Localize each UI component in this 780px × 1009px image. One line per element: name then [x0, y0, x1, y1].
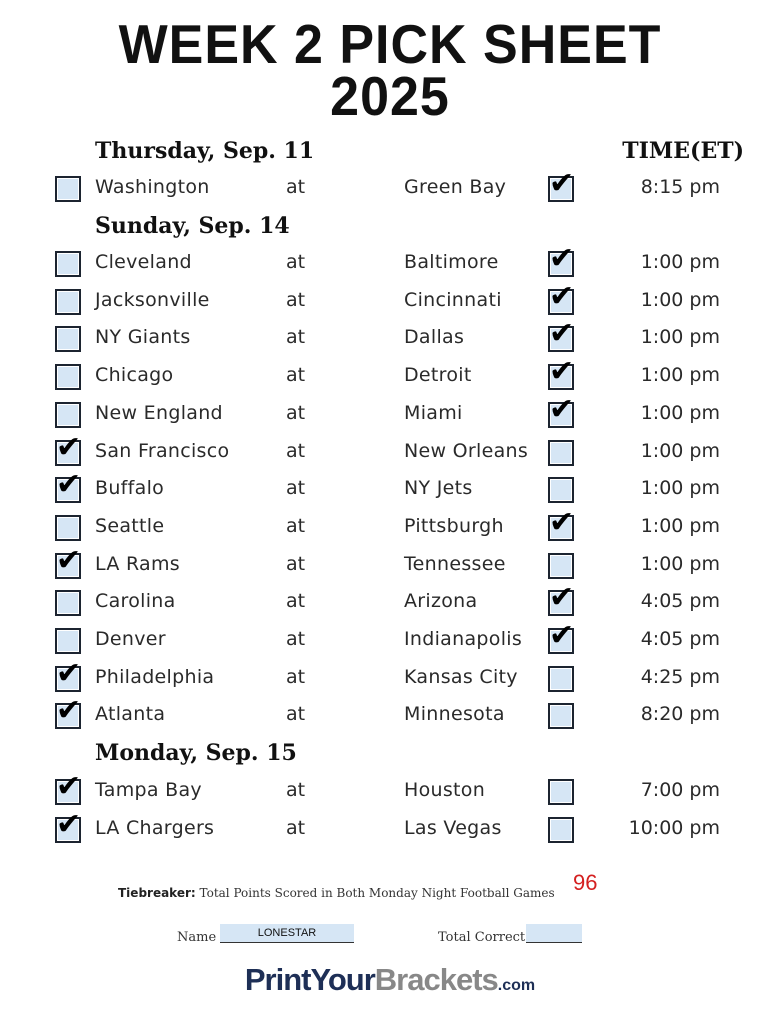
home-pick-checkbox[interactable] [548, 316, 575, 352]
at-label: at [286, 477, 306, 500]
home-team: Indianapolis [404, 628, 523, 650]
game-time: 4:05 pm [640, 590, 720, 613]
home-pick-checkbox[interactable] [548, 391, 575, 428]
game-time: 1:00 pm [640, 326, 720, 349]
away-pick-checkbox[interactable] [55, 515, 81, 541]
total-correct-label: Total Correct [438, 930, 526, 945]
home-team: Dallas [404, 326, 465, 349]
game-row [0, 542, 780, 586]
away-team: New England [95, 401, 223, 424]
away-pick-checkbox[interactable] [55, 176, 81, 202]
away-team: Philadelphia [95, 665, 215, 688]
checkmark-icon: ✔ [549, 316, 575, 352]
game-time: 1:00 pm [640, 439, 720, 462]
game-row [0, 316, 780, 359]
game-row [0, 467, 780, 510]
game-row [0, 693, 780, 736]
checkmark-icon: ✔ [56, 542, 82, 578]
game-row [0, 580, 780, 623]
away-pick-checkbox[interactable] [55, 693, 82, 729]
day-header: Monday, Sep. 15 [95, 740, 297, 766]
at-label: at [286, 364, 306, 387]
game-time: 4:25 pm [640, 665, 720, 688]
away-pick-checkbox[interactable] [55, 628, 81, 654]
home-team: Pittsburgh [404, 514, 504, 537]
logo-part-print: PrintYour [244, 962, 375, 997]
at-label: at [286, 326, 306, 349]
at-label: at [286, 816, 306, 839]
home-pick-checkbox[interactable] [548, 440, 574, 466]
game-row [0, 278, 780, 322]
home-team: NY Jets [404, 477, 473, 500]
checkmark-icon: ✔ [56, 655, 82, 691]
tiebreaker-label [118, 886, 555, 900]
home-team: Miami [404, 401, 463, 424]
away-team: Buffalo [95, 477, 165, 500]
away-team: Chicago [95, 364, 174, 387]
away-pick-checkbox[interactable] [55, 402, 81, 428]
away-team: NY Giants [95, 326, 191, 349]
home-team: Cincinnati [404, 288, 502, 311]
game-time: 1:00 pm [640, 477, 720, 500]
home-pick-checkbox[interactable] [548, 817, 574, 843]
away-pick-checkbox[interactable] [55, 326, 81, 352]
home-team: Detroit [404, 364, 472, 387]
at-label: at [286, 590, 306, 613]
home-pick-checkbox[interactable] [548, 504, 575, 541]
game-time: 1:00 pm [640, 364, 720, 387]
game-row [0, 769, 780, 812]
home-pick-checkbox[interactable] [548, 703, 574, 729]
game-time: 8:15 pm [640, 176, 720, 198]
at-label: at [286, 628, 306, 650]
away-pick-checkbox[interactable] [55, 429, 82, 466]
total-correct-input[interactable] [526, 924, 582, 943]
tiebreaker-title: Tiebreaker: [118, 886, 196, 900]
away-team: Cleveland [95, 251, 192, 273]
home-pick-checkbox[interactable] [548, 553, 574, 579]
home-team: Houston [404, 779, 486, 801]
away-team: San Francisco [95, 439, 230, 462]
game-time: 8:20 pm [640, 703, 720, 726]
tiebreaker-input[interactable]: 96 [573, 870, 598, 895]
game-row [0, 655, 780, 699]
checkmark-icon: ✔ [549, 241, 575, 276]
away-pick-checkbox[interactable] [55, 364, 81, 390]
home-pick-checkbox[interactable] [548, 354, 575, 390]
sheet-title: WEEK 2 PICK SHEET [118, 14, 662, 76]
game-time: 1:00 pm [640, 401, 720, 424]
away-team: Jacksonville [95, 288, 210, 311]
home-team: Arizona [404, 590, 478, 613]
at-label: at [286, 779, 306, 801]
game-time: 7:00 pm [640, 779, 720, 801]
checkmark-icon: ✔ [549, 278, 575, 314]
home-team: Minnesota [404, 703, 505, 726]
at-label: at [286, 176, 306, 198]
name-label: Name [177, 930, 217, 945]
at-label: at [286, 401, 306, 424]
name-input[interactable]: LONESTAR [220, 924, 354, 943]
time-column-header: TIME(ET) [622, 138, 744, 164]
game-time: 10:00 pm [628, 816, 720, 839]
game-time: 1:00 pm [640, 552, 720, 575]
game-row [0, 806, 780, 850]
day-header: Sunday, Sep. 14 [95, 213, 290, 239]
home-team: Green Bay [404, 176, 507, 198]
away-team: Tampa Bay [95, 779, 202, 801]
home-team: Las Vegas [404, 816, 502, 839]
logo-part-domain: .com [497, 977, 536, 994]
game-time: 1:00 pm [640, 251, 720, 273]
checkmark-icon: ✔ [56, 467, 82, 503]
home-pick-checkbox[interactable] [548, 580, 575, 616]
day-header: Thursday, Sep. 11 [95, 138, 315, 164]
game-row [0, 241, 780, 284]
checkmark-icon: ✔ [56, 693, 82, 729]
game-time: 1:00 pm [640, 514, 720, 537]
home-team: Kansas City [404, 665, 518, 688]
away-pick-checkbox[interactable] [55, 769, 82, 805]
game-time: 1:00 pm [640, 288, 720, 311]
game-row [0, 166, 780, 209]
game-time: 4:05 pm [640, 628, 720, 650]
checkmark-icon: ✔ [549, 354, 575, 390]
tiebreaker-description: Total Points Scored in Both Monday Night Football Games [199, 886, 555, 900]
game-row [0, 429, 780, 473]
home-pick-checkbox[interactable] [548, 666, 574, 692]
checkmark-icon: ✔ [549, 580, 575, 616]
sheet-year: 2025 [330, 66, 450, 128]
logo-part-brackets: Brackets [374, 962, 498, 997]
away-pick-checkbox[interactable] [55, 467, 82, 503]
away-pick-checkbox[interactable] [55, 251, 81, 277]
away-pick-checkbox[interactable] [55, 289, 81, 315]
checkmark-icon: ✔ [549, 618, 575, 653]
game-row [0, 618, 780, 661]
checkmark-icon: ✔ [549, 391, 575, 427]
checkmark-icon: ✔ [549, 504, 575, 540]
checkmark-icon: ✔ [56, 429, 82, 465]
at-label: at [286, 251, 306, 273]
away-team: Denver [95, 628, 166, 650]
at-label: at [286, 703, 306, 726]
away-team: LA Chargers [95, 816, 215, 839]
at-label: at [286, 514, 306, 537]
away-pick-checkbox[interactable] [55, 590, 81, 616]
home-team: New Orleans [404, 439, 529, 462]
site-logo[interactable] [0, 962, 780, 998]
checkmark-icon: ✔ [56, 769, 82, 804]
checkmark-icon: ✔ [549, 166, 575, 201]
away-team: Atlanta [95, 703, 166, 726]
away-pick-checkbox[interactable] [55, 655, 82, 692]
away-team: Carolina [95, 590, 176, 613]
home-pick-checkbox[interactable] [548, 477, 574, 503]
away-pick-checkbox[interactable] [55, 806, 82, 843]
home-pick-checkbox[interactable] [548, 278, 575, 315]
home-pick-checkbox[interactable] [548, 166, 575, 202]
game-row [0, 354, 780, 397]
away-team: Washington [95, 176, 210, 198]
at-label: at [286, 288, 306, 311]
home-pick-checkbox[interactable] [548, 779, 574, 805]
away-pick-checkbox[interactable] [55, 542, 82, 579]
at-label: at [286, 439, 306, 462]
game-row [0, 391, 780, 435]
at-label: at [286, 665, 306, 688]
home-team: Tennessee [404, 552, 506, 575]
home-pick-checkbox[interactable] [548, 618, 575, 654]
game-row [0, 504, 780, 548]
away-team: Seattle [95, 514, 165, 537]
checkmark-icon: ✔ [56, 806, 82, 842]
home-pick-checkbox[interactable] [548, 241, 575, 277]
home-team: Baltimore [404, 251, 499, 273]
at-label: at [286, 552, 306, 575]
away-team: LA Rams [95, 552, 180, 575]
